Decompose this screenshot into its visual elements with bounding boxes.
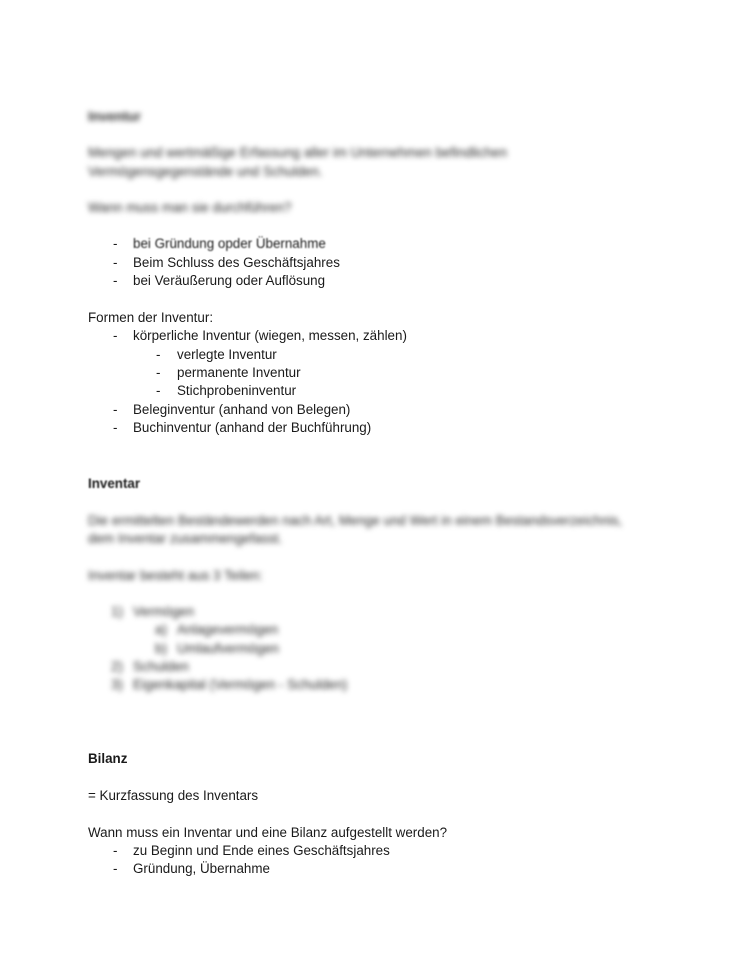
list-item: verlegte Inventur — [177, 347, 277, 362]
bullet-dash: - — [156, 365, 161, 380]
bilanz-question: Wann muss ein Inventar und eine Bilanz aufgestellt werden? — [88, 825, 448, 840]
list-item: Umlaufvermögen — [177, 641, 279, 656]
list-item: Stichprobeninventur — [177, 383, 297, 398]
inventar-parts-title: Inventar besteht aus 3 Teilen: — [88, 568, 263, 583]
list-number: 2) — [111, 659, 123, 674]
bilanz-heading: Bilanz — [88, 751, 128, 766]
list-number: b) — [155, 641, 167, 656]
inventar-text-line2: dem Inventar zusammengefasst. — [88, 531, 283, 546]
bullet-dash: - — [113, 255, 118, 270]
list-item: bei Gründung opder Übernahme — [133, 236, 326, 251]
bullet-dash: - — [113, 273, 118, 288]
list-item: Buchinventur (anhand der Buchführung) — [133, 420, 372, 435]
list-item: Beim Schluss des Geschäftsjahres — [133, 255, 340, 270]
list-item: zu Beginn und Ende eines Geschäftsjahres — [133, 843, 390, 858]
bullet-dash: - — [113, 402, 118, 417]
inventur-question: Wann muss man sie durchführen? — [88, 200, 292, 215]
forms-title: Formen der Inventur: — [88, 310, 214, 325]
list-number: 3) — [111, 677, 123, 692]
inventar-heading: Inventar — [88, 476, 141, 491]
bilanz-definition: = Kurzfassung des Inventars — [88, 788, 259, 803]
inventur-definition-line2: Vermögensgegenstände und Schulden. — [88, 164, 323, 179]
bullet-dash: - — [113, 843, 118, 858]
inventur-definition-line1: Mengen und wertmäßige Erfassung aller im Unternehmen befindlichen — [88, 145, 508, 160]
list-item: Anlagevermögen — [177, 622, 279, 637]
list-item: Gründung, Übernahme — [133, 861, 270, 876]
bullet-dash: - — [156, 347, 161, 362]
bullet-dash: - — [113, 328, 118, 343]
list-item: körperliche Inventur (wiegen, messen, zählen) — [133, 328, 407, 343]
inventur-heading: Inventur — [88, 109, 141, 124]
list-item: bei Veräußerung oder Auflösung — [133, 273, 326, 288]
list-item: Schulden — [133, 659, 189, 674]
list-item: Eigenkapital (Vermögen - Schulden) — [133, 677, 348, 692]
inventar-text-line1: Die ermittelten Beständewerden nach Art, Menge und Wert in einem Bestandsverzeichnis, — [88, 513, 623, 528]
list-item: permanente Inventur — [177, 365, 301, 380]
list-item: Beleginventur (anhand von Belegen) — [133, 402, 351, 417]
bullet-dash: - — [113, 236, 118, 251]
list-number: a) — [155, 622, 167, 637]
bullet-dash: - — [113, 420, 118, 435]
list-number: 1) — [111, 604, 123, 619]
list-item: Vermögen — [133, 604, 195, 619]
bullet-dash: - — [113, 861, 118, 876]
bullet-dash: - — [156, 383, 161, 398]
